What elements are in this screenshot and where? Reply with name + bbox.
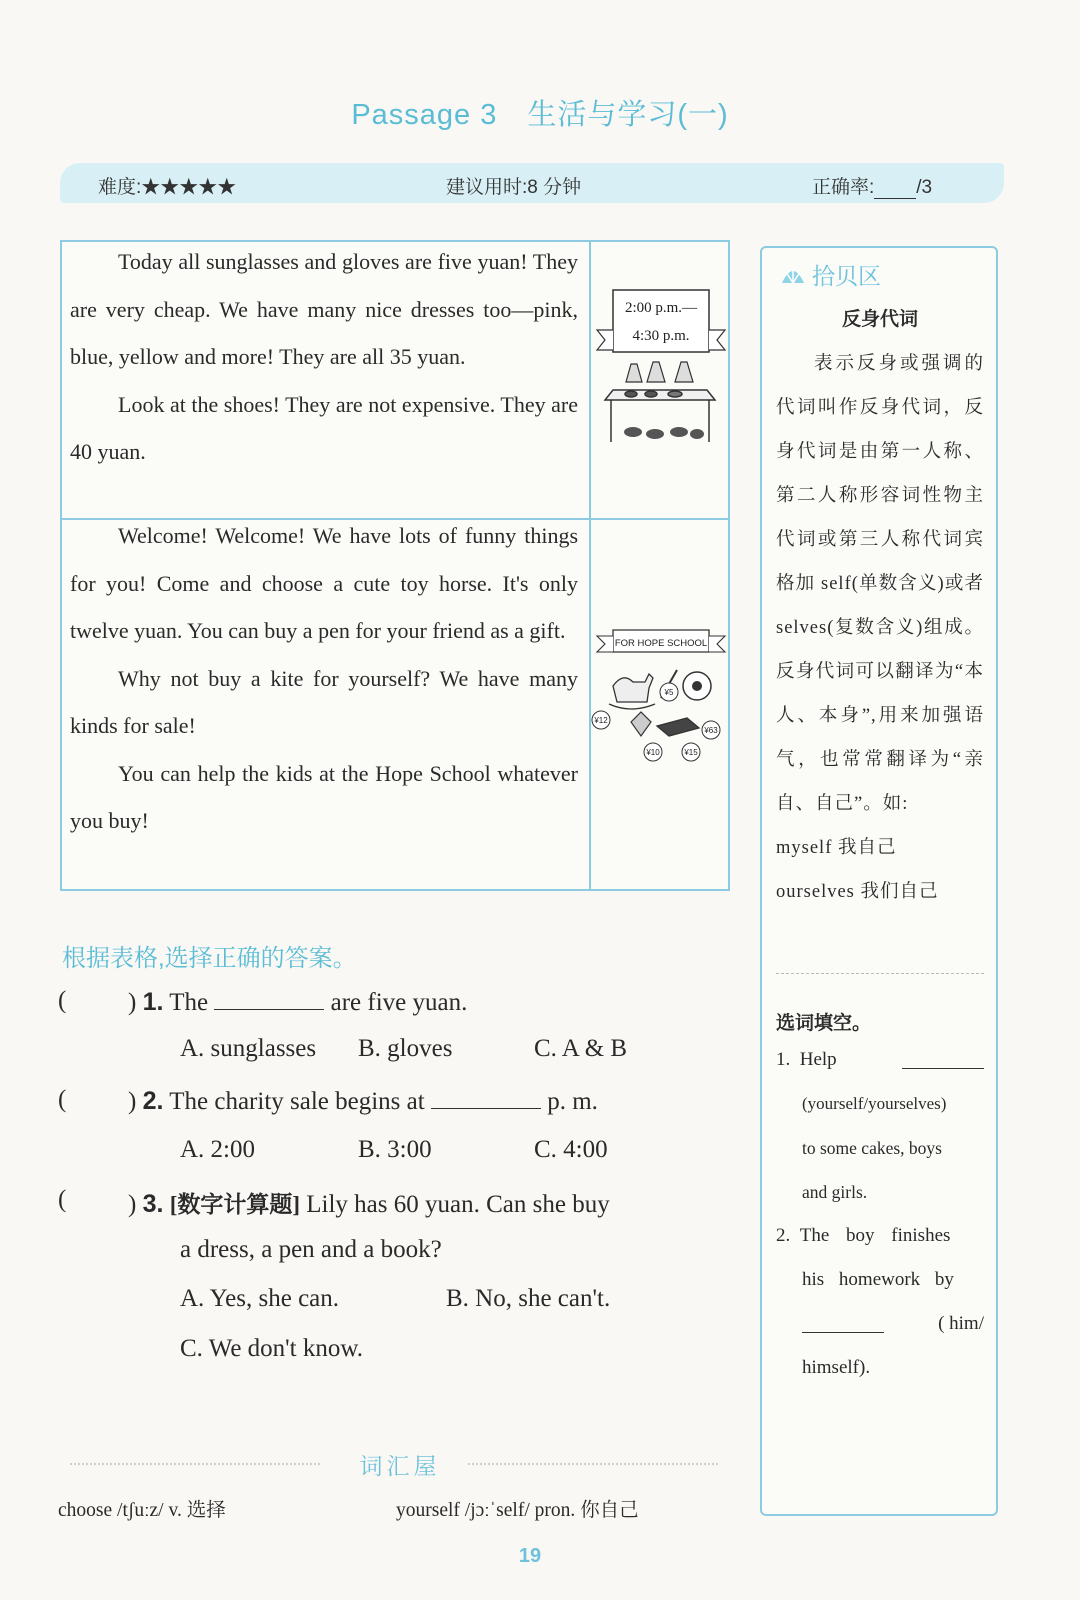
vocab-entry-yourself: yourself /jɔːˈself/ pron. 你自己 [396, 1500, 639, 1521]
question-stem-end: p. m. [547, 1088, 598, 1115]
sidebar-explanation [776, 342, 984, 914]
price-tag: ¥10 [646, 748, 660, 757]
reflexive-explanation: 表示反身或强调的代词叫作反身代词，反身代词是由第一人称、第二人称形容词性物主代词或第三人称代词宾格加 self(单数含义)或者 selves(复数含义)组成。反身代词可以翻译为“本人、本身”,用来加强语气，也常常翻译为“亲自、自己”。如: [776, 354, 984, 814]
answer-paren-open: ( [58, 1086, 67, 1113]
vocab-entry-choose: choose /tʃuːz/ v. 选择 [58, 1500, 226, 1521]
football-icon [683, 672, 711, 700]
clothing-sale-illustration [591, 282, 729, 472]
question-stem-start: The charity sale begins at [169, 1088, 425, 1115]
option-a[interactable]: A. sunglasses [180, 1035, 317, 1062]
example-ourselves: ourselves 我们自己 [776, 882, 939, 902]
passage-topic: 生活与学习(一) [527, 99, 729, 131]
price-tag: ¥12 [594, 716, 608, 725]
price-tag: ¥63 [704, 726, 718, 735]
reading-table [60, 240, 730, 891]
shell-icon [780, 265, 806, 287]
option-b[interactable]: B. 3:00 [358, 1136, 432, 1163]
question-blank[interactable] [431, 1086, 541, 1109]
question-stem-line-1: Lily has 60 yuan. Can she buy [306, 1191, 610, 1218]
sale-paragraph-1: Today all sunglasses and gloves are five yuan! They are very cheap. We have many nice dresses too—pink, blue, yellow and more! They are all 35 yuan. [70, 249, 578, 369]
accuracy-total: /3 [916, 177, 933, 198]
answer-paren-open: ( [58, 1186, 67, 1213]
accuracy-score [812, 172, 932, 199]
charity-paragraph-2: Why not buy a kite for yourself? We have many kinds for sale! [70, 665, 578, 738]
vocab-heading: 词汇屋 [359, 1453, 441, 1479]
exercise-1-blank[interactable] [902, 1048, 984, 1069]
dress-icon [626, 362, 693, 382]
charity-ad-text [70, 512, 578, 845]
suggested-time: 建议用时:8 分钟 [446, 177, 582, 198]
answer-paren-close: ) [128, 1191, 137, 1218]
toy-horse-icon [609, 674, 655, 709]
question-stem-line-2: a dress, a pen and a book? [180, 1236, 442, 1263]
book-icon [657, 718, 699, 736]
sidebar-heading-text: 拾贝区 [812, 263, 881, 289]
exercise-2 [776, 1214, 984, 1390]
option-b[interactable]: B. No, she can't. [446, 1285, 611, 1312]
option-a[interactable]: A. 2:00 [180, 1136, 255, 1163]
vocab-divider-right [468, 1463, 718, 1465]
info-bar [60, 163, 1004, 203]
exercise-1-choices: (yourself/yourselves) [802, 1094, 947, 1113]
exercise-2-choices-a: ( him/ [938, 1313, 984, 1334]
exercise-2-choices-b: himself). [802, 1357, 871, 1378]
answer-paren-close: ) [128, 1088, 137, 1115]
kite-icon [631, 712, 651, 736]
question-number: 2. [142, 1087, 164, 1115]
sidebar-heading [780, 258, 881, 291]
option-b[interactable]: B. gloves [358, 1035, 453, 1062]
sign-start-time: 2:00 p.m.— [624, 300, 698, 316]
question-stem-end: are five yuan. [330, 989, 468, 1016]
time-sign [597, 290, 725, 352]
exercise-2-number: 2. [776, 1225, 791, 1246]
example-myself: myself 我自己 [776, 838, 897, 858]
difficulty-rating: 难度:★★★★★ [98, 177, 237, 198]
shoes-icon [624, 427, 704, 439]
exercise-1 [776, 1038, 984, 1214]
sale-ad-text [70, 238, 578, 476]
price-tag: ¥15 [684, 748, 698, 757]
sign-end-time: 4:30 p.m. [632, 328, 690, 344]
page-number: 19 [518, 1545, 542, 1567]
question-stem-start: The [169, 989, 209, 1016]
exercise-2-blank[interactable] [802, 1312, 884, 1333]
exercise-1-text-c: to some cakes, boys [802, 1138, 942, 1158]
hope-school-banner [597, 630, 725, 652]
page-title [0, 92, 1080, 133]
banner-text: FOR HOPE SCHOOL [614, 638, 708, 649]
exercise-2-text-b: his homework by [802, 1269, 954, 1290]
option-c[interactable]: C. A & B [534, 1035, 628, 1062]
charity-paragraph-3: You can help the kids at the Hope School whatever you buy! [70, 760, 578, 833]
answer-slot[interactable] [128, 987, 467, 1017]
sale-paragraph-2: Look at the shoes! They are not expensive. They are 40 yuan. [70, 391, 578, 464]
sidebar-subheading: 反身代词 [841, 309, 918, 330]
charity-sale-illustration [591, 626, 729, 766]
price-tag: ¥5 [664, 688, 674, 697]
question-blank[interactable] [214, 987, 324, 1010]
question-number: 1. [142, 988, 164, 1016]
passage-number: Passage 3 [351, 99, 498, 131]
exercise-1-text-d: and girls. [802, 1182, 868, 1202]
grammar-sidebar [760, 246, 998, 1516]
option-a[interactable]: A. Yes, she can. [180, 1285, 340, 1312]
answer-paren-open: ( [58, 987, 67, 1014]
question-instructions: 根据表格,选择正确的答案。 [62, 945, 357, 972]
charity-paragraph-1: Welcome! Welcome! We have lots of funny things for you! Come and choose a cute toy horse. It's only twelve yuan. You can buy a pen for your friend as a gift. [70, 523, 578, 643]
answer-paren-close: ) [128, 989, 137, 1016]
accuracy-blank[interactable] [874, 180, 916, 199]
exercise-2-text-a: The boy finishes [799, 1225, 951, 1246]
answer-slot[interactable] [128, 1186, 610, 1219]
question-tag: [数字计算题] [169, 1192, 301, 1217]
sidebar-divider [776, 973, 984, 974]
exercise-1-text-a: Help [799, 1049, 837, 1070]
accuracy-label: 正确率: [812, 177, 875, 198]
exercise-title: 选词填空。 [776, 1013, 872, 1034]
answer-slot[interactable] [128, 1086, 598, 1116]
option-c[interactable]: C. 4:00 [534, 1136, 608, 1163]
question-number: 3. [142, 1190, 164, 1218]
exercise-1-number: 1. [776, 1049, 791, 1070]
option-c[interactable]: C. We don't know. [180, 1335, 364, 1362]
